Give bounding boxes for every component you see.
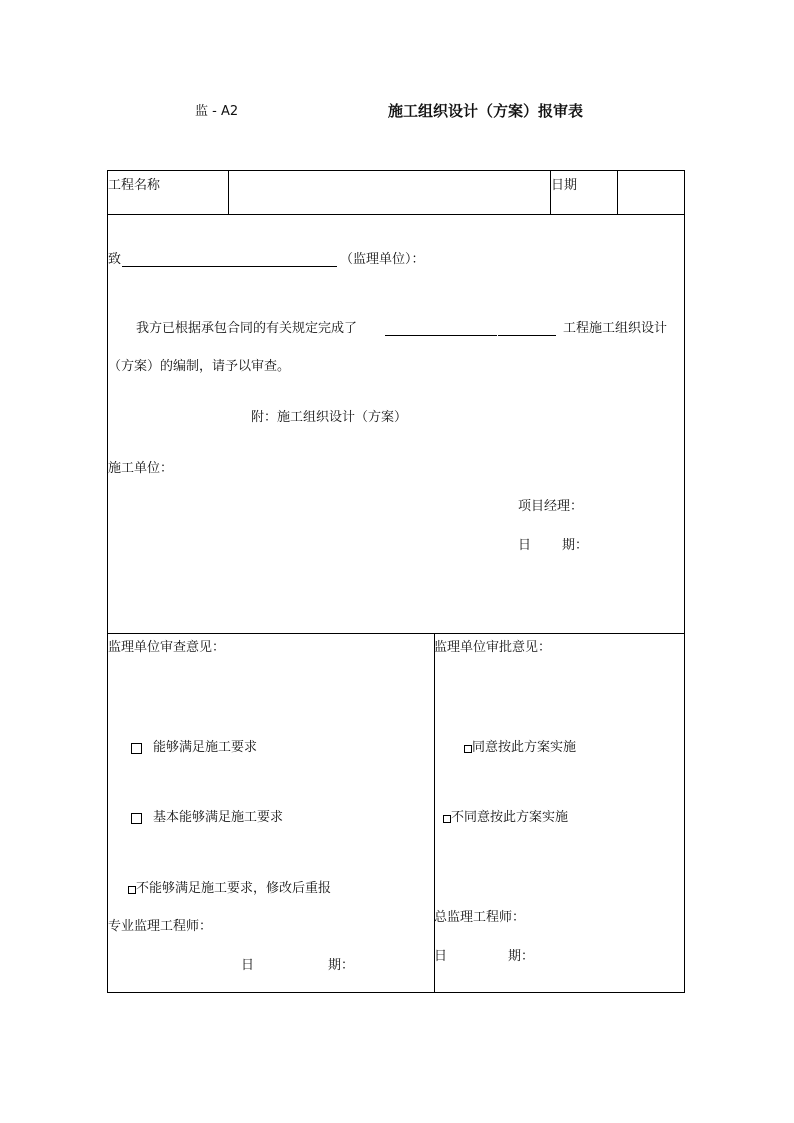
table-right-border [684,170,685,993]
project-name-field[interactable] [229,171,549,213]
specialist-engineer-label: 专业监理工程师： [108,919,213,934]
table-bottom-border [107,992,685,993]
review-option1-label: 能够满足施工要求 [153,740,258,755]
approval-date-label-b: 期： [508,949,535,964]
review-option1-checkbox[interactable] [131,743,142,754]
form-code: 监 - A2 [195,104,239,119]
page-title: 施工组织设计（方案）报审表 [388,102,584,120]
chief-engineer-label: 总监理工程师： [434,910,526,925]
approval-heading: 监理单位审批意见： [434,640,552,655]
approval-option2-checkbox[interactable] [443,815,451,823]
supervisor-unit-suffix: （监理单位）： [340,252,425,267]
main-bottom-border [107,633,685,634]
attachment-note: 附：施工组织设计（方案） [251,410,408,425]
approval-option1-label: 同意按此方案实施 [472,740,577,755]
row1-bottom-border [107,214,685,215]
supervisor-unit-blank[interactable] [122,266,337,267]
approval-date-label-a: 日 [434,949,448,964]
project-name-label: 工程名称 [108,178,161,193]
review-option2-checkbox[interactable] [131,813,142,824]
date-label: 日期 [551,178,578,193]
project-blank-1[interactable] [385,335,497,336]
bottom-section-divider [434,633,435,992]
approval-option2-label: 不同意按此方案实施 [451,810,569,825]
date-field[interactable] [618,171,683,213]
body-text-line2: （方案）的编制，请予以审查。 [108,359,291,374]
review-option3-checkbox[interactable] [128,886,136,894]
body-text-line1-a: 我方已根据承包合同的有关规定完成了 [136,321,358,336]
to-prefix: 致 [108,252,122,267]
main-date-label-a: 日 [518,538,532,553]
review-option3-label: 不能够满足施工要求，修改后重报 [136,881,332,896]
review-heading: 监理单位审查意见： [108,640,226,655]
review-date-label-a: 日 [241,958,255,973]
project-blank-2[interactable] [498,335,556,336]
body-text-line1-b: 工程施工组织设计 [563,321,668,336]
main-date-label-b: 期： [562,538,589,553]
review-option2-label: 基本能够满足施工要求 [153,810,284,825]
project-manager-label: 项目经理： [518,499,584,514]
review-date-label-b: 期： [328,958,355,973]
table-left-border [107,170,108,993]
approval-option1-checkbox[interactable] [464,745,472,753]
contractor-label: 施工单位： [108,461,174,476]
